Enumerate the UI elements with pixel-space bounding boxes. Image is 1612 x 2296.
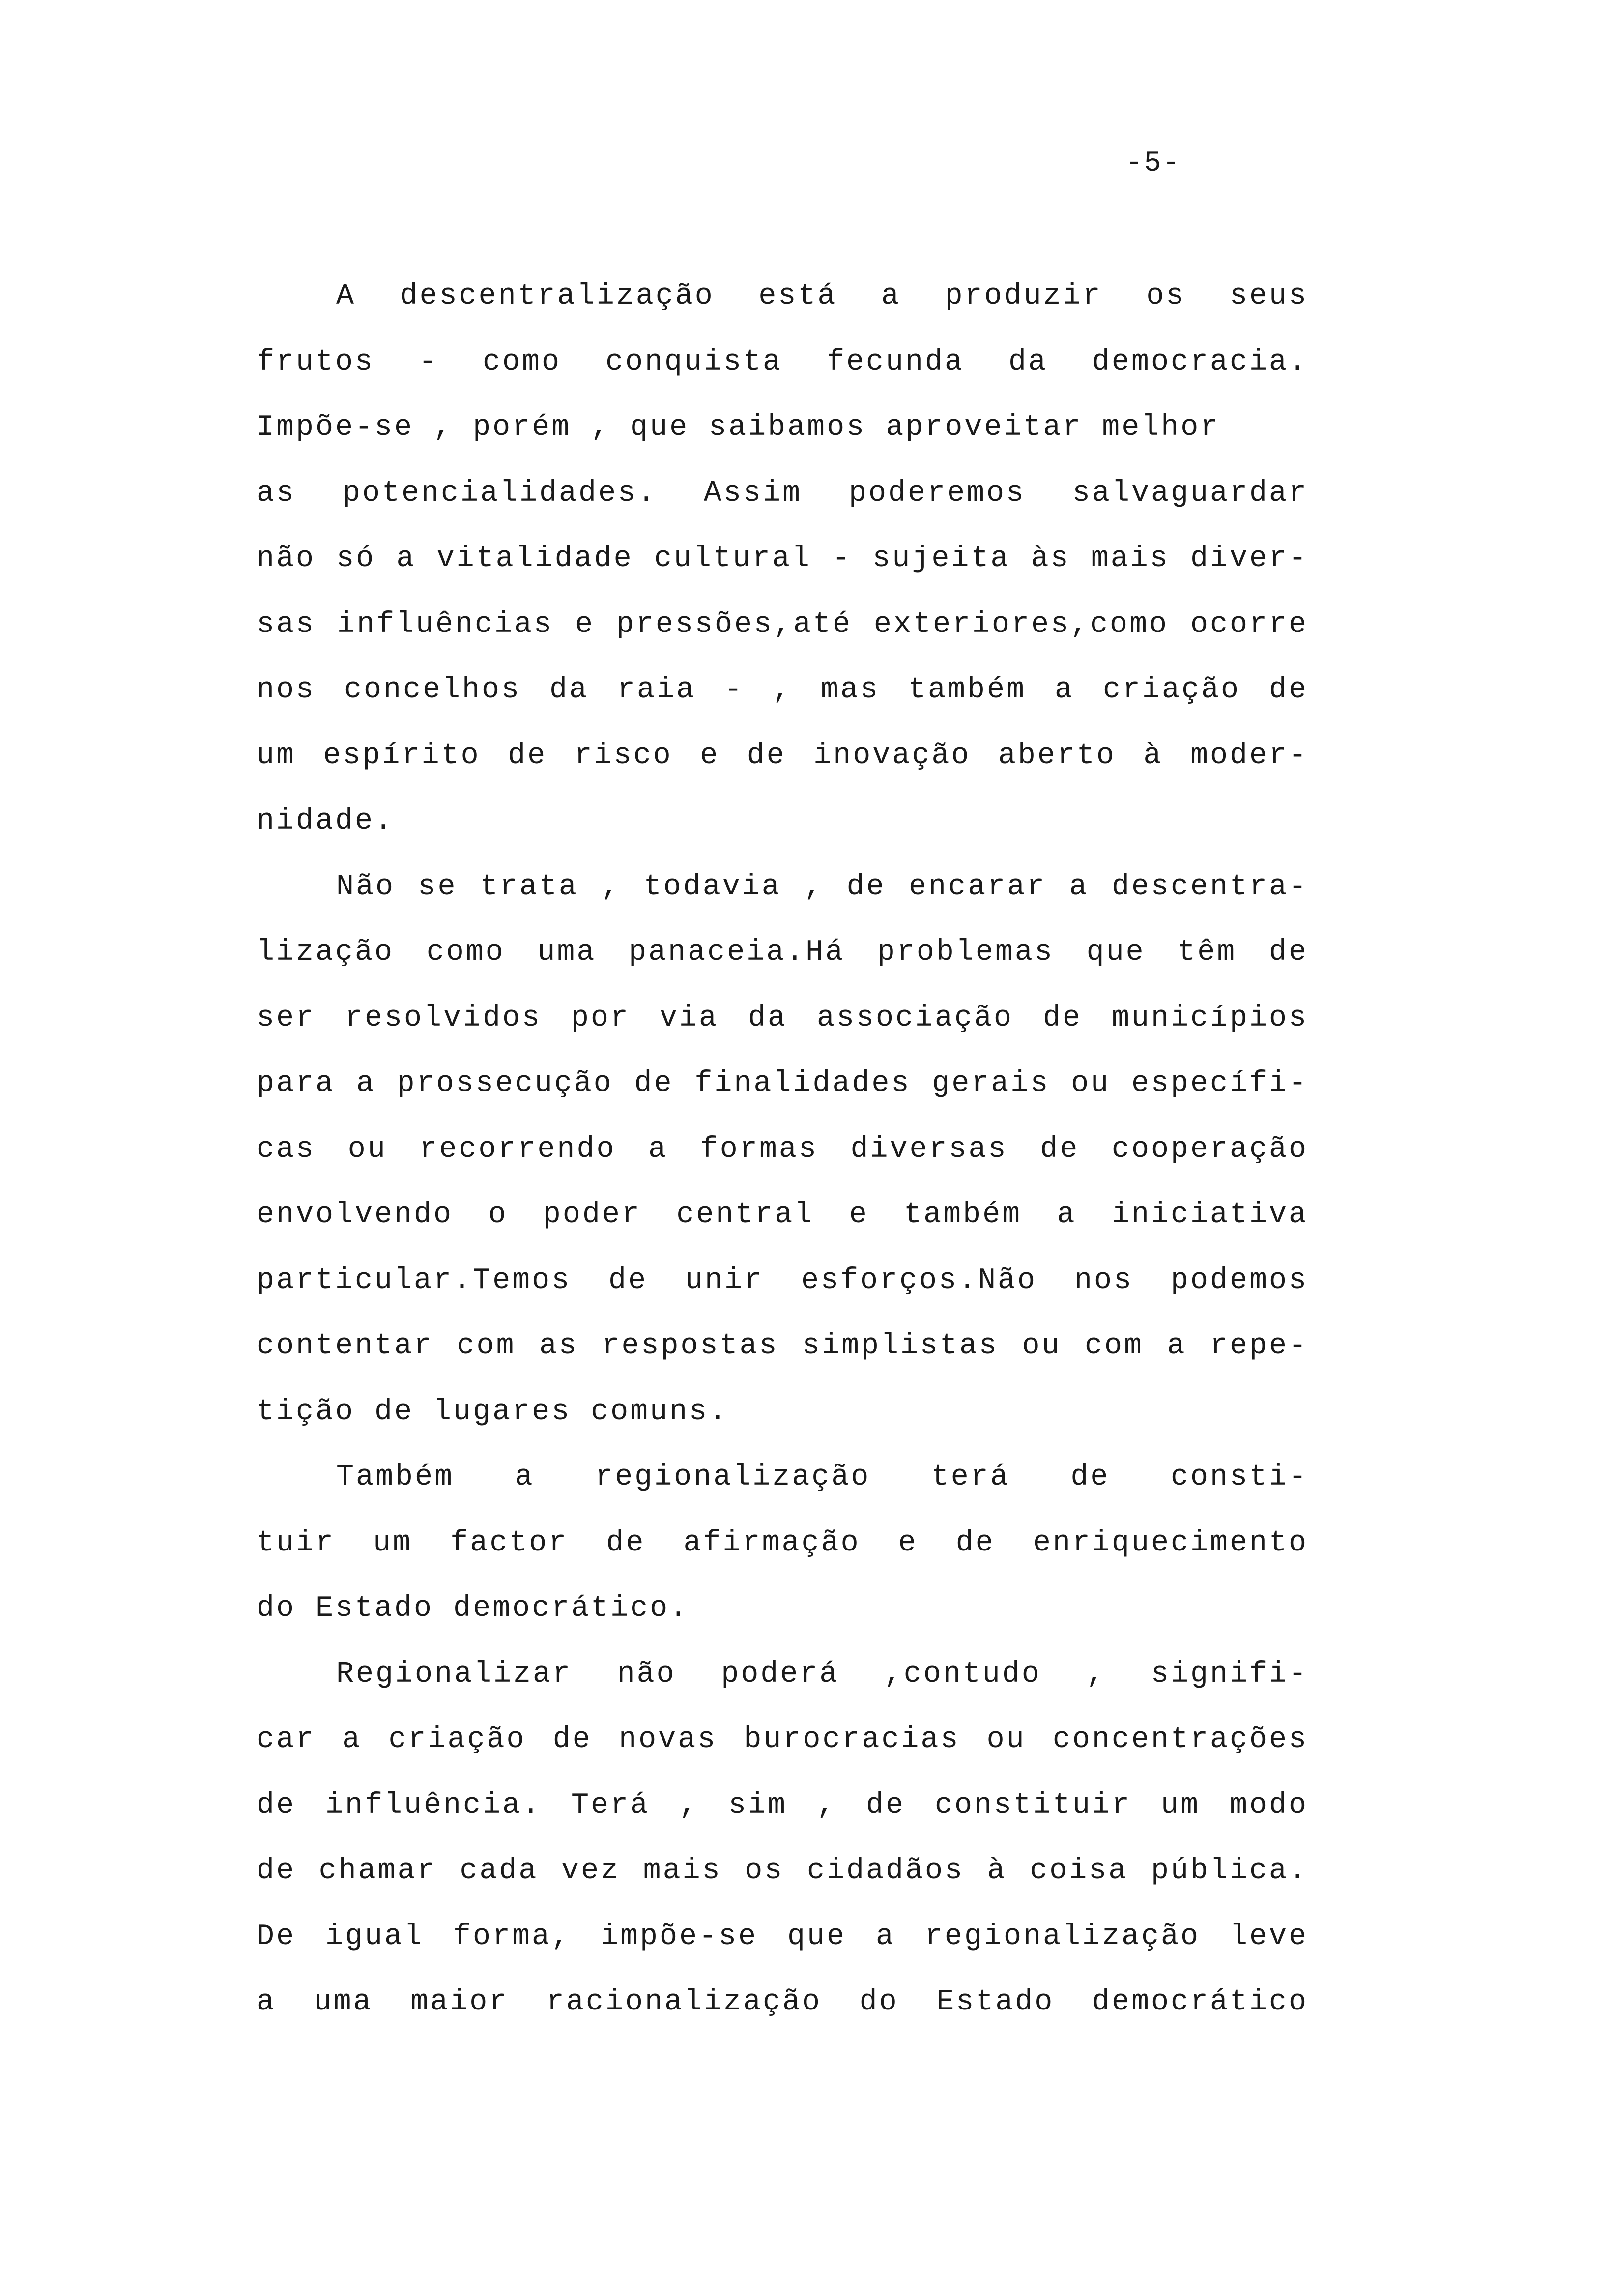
text-line: Impõe-se , porém , que saibamos aproveitar melhor bbox=[257, 411, 1220, 444]
document-body bbox=[257, 269, 1308, 2041]
text-line: tição de lugares comuns. bbox=[257, 1395, 729, 1429]
text-line: de chamar cada vez mais os cidadãos à coisa pública. bbox=[257, 1854, 1308, 1888]
text-line: do Estado democrático. bbox=[257, 1592, 690, 1625]
text-line: um espírito de risco e de inovação aberto à moder- bbox=[257, 739, 1308, 773]
paragraph bbox=[257, 1450, 1308, 1647]
text-line: tuir um factor de afirmação e de enriquecimento bbox=[257, 1526, 1308, 1560]
text-line: Também a regionalização terá de consti- bbox=[336, 1461, 1308, 1494]
paragraph bbox=[257, 269, 1308, 860]
text-line: A descentralização está a produzir os seus bbox=[336, 280, 1308, 313]
paragraph bbox=[257, 860, 1308, 1451]
page-number: -5- bbox=[1125, 147, 1181, 179]
text-line: para a prossecução de finalidades gerais ou específi- bbox=[257, 1067, 1308, 1100]
text-line: envolvendo o poder central e também a iniciativa bbox=[257, 1198, 1308, 1232]
text-line: de influência. Terá , sim , de constituir um modo bbox=[257, 1788, 1308, 1822]
text-line: Regionalizar não poderá ,contudo , signifi- bbox=[336, 1657, 1308, 1691]
text-line: não só a vitalidade cultural - sujeita às mais diver- bbox=[257, 542, 1308, 575]
text-line: particular.Temos de unir esforços.Não nos podemos bbox=[257, 1263, 1308, 1297]
text-line: nidade. bbox=[257, 804, 395, 838]
text-line: a uma maior racionalização do Estado democrático bbox=[257, 1985, 1308, 2019]
text-line: Não se trata , todavia , de encarar a descentra- bbox=[336, 870, 1308, 904]
text-line: nos concelhos da raia - , mas também a criação de bbox=[257, 673, 1308, 707]
text-line: as potencialidades. Assim poderemos salvaguardar bbox=[257, 476, 1308, 510]
text-line: contentar com as respostas simplistas ou com a repe- bbox=[257, 1329, 1308, 1363]
text-line: cas ou recorrendo a formas diversas de cooperação bbox=[257, 1132, 1308, 1166]
text-line: frutos - como conquista fecunda da democracia. bbox=[257, 345, 1308, 379]
text-line: car a criação de novas burocracias ou concentrações bbox=[257, 1723, 1308, 1756]
text-line: sas influências e pressões,até exteriores,como ocorre bbox=[257, 607, 1308, 641]
text-line: lização como uma panaceia.Há problemas que têm de bbox=[257, 936, 1308, 969]
paragraph bbox=[257, 1647, 1308, 2041]
text-line: ser resolvidos por via da associação de municípios bbox=[257, 1001, 1308, 1035]
text-line: De igual forma, impõe-se que a regionalização leve bbox=[257, 1920, 1308, 1953]
